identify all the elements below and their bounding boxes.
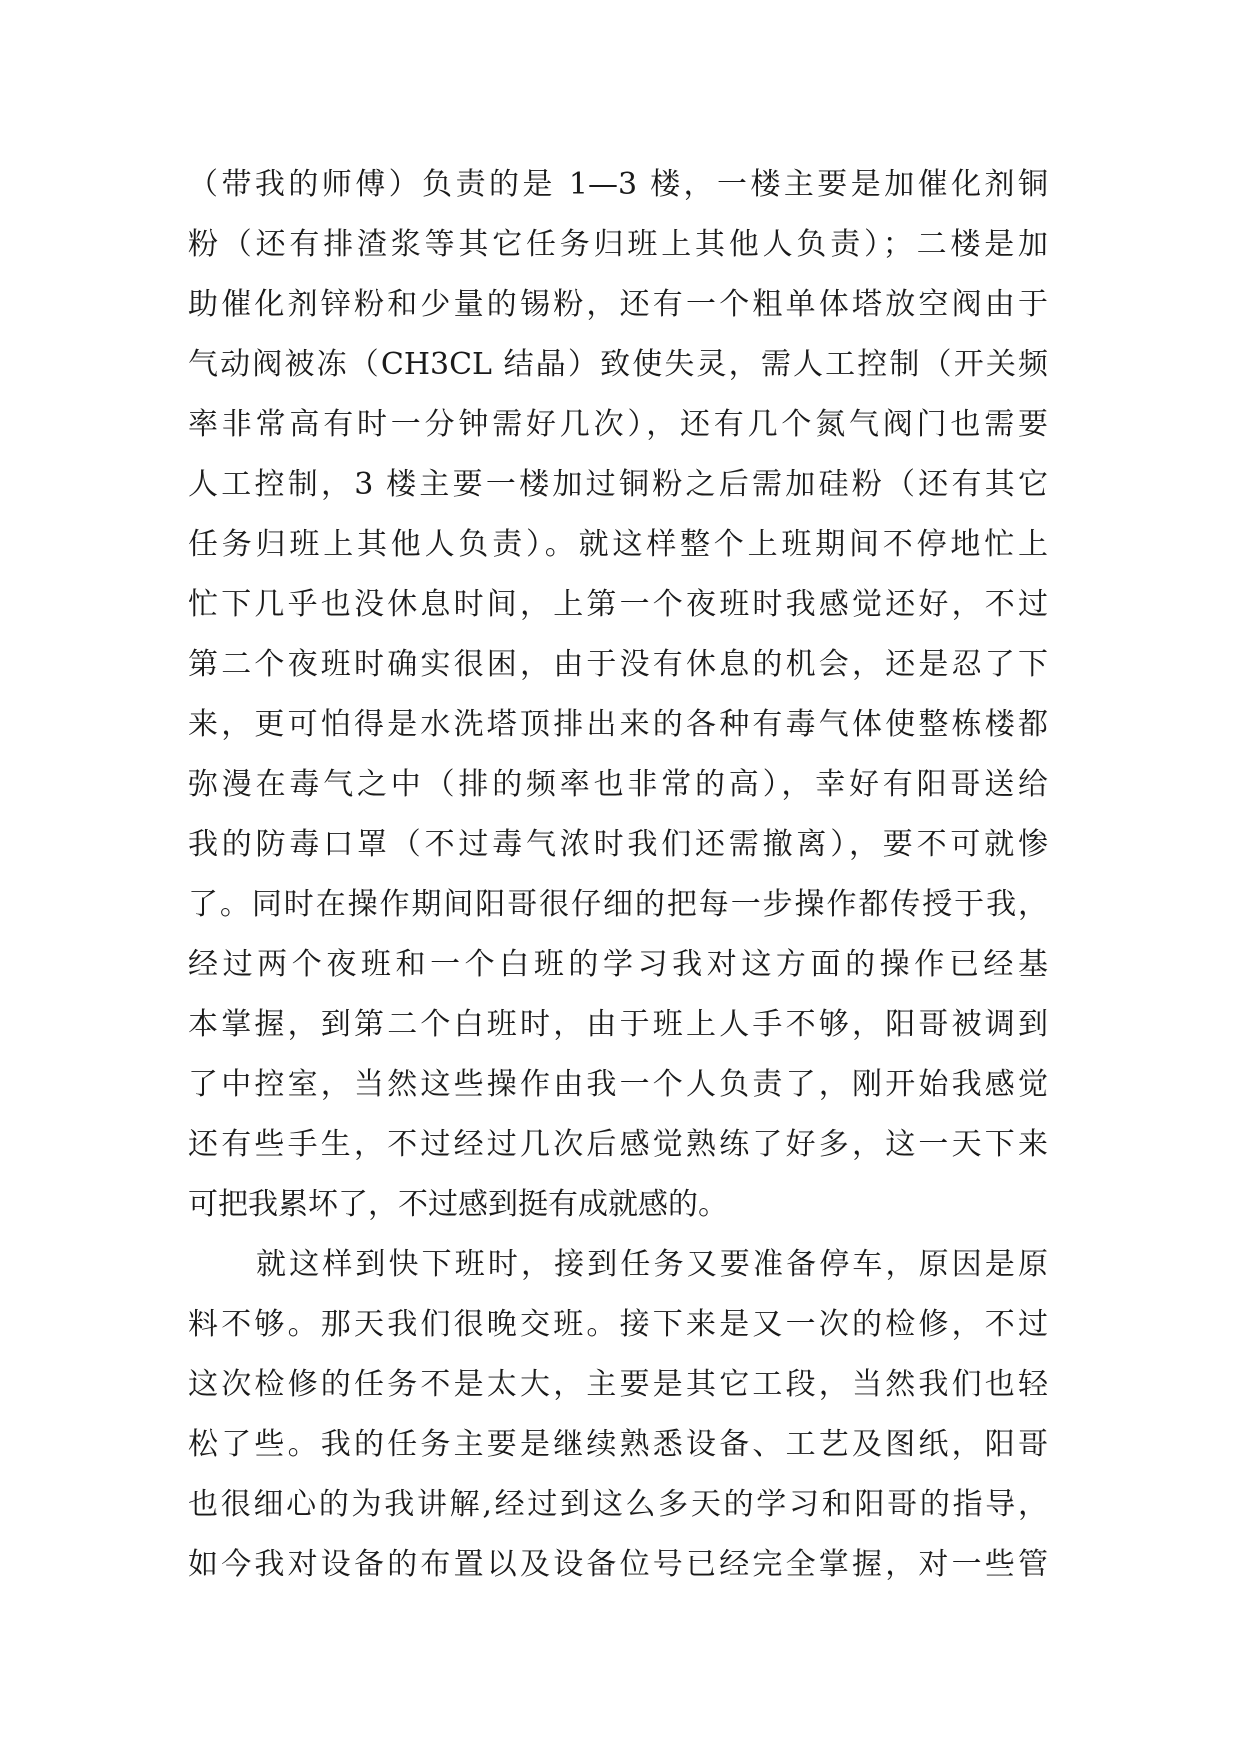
text-line: 这次检修的任务不是太大，主要是其它工段，当然我们也轻 (188, 1367, 1048, 1402)
body-text (188, 155, 1048, 1595)
text-line: 率非常高有时一分钟需好几次），还有几个氮气阀门也需要 (188, 407, 1048, 442)
text-line: 人工控制，3 楼主要一楼加过铜粉之后需加硅粉（还有其它 (188, 467, 1048, 502)
text-line: 可把我累坏了，不过感到挺有成就感的。 (188, 1187, 728, 1222)
text-line: 如今我对设备的布置以及设备位号已经完全掌握，对一些管 (188, 1547, 1048, 1582)
text-line: 了中控室，当然这些操作由我一个人负责了，刚开始我感觉 (188, 1067, 1048, 1102)
text-line: 经过两个夜班和一个白班的学习我对这方面的操作已经基 (188, 947, 1048, 982)
text-line: 忙下几乎也没休息时间，上第一个夜班时我感觉还好，不过 (188, 587, 1048, 622)
paragraph-1 (188, 155, 1048, 1235)
text-line: 料不够。那天我们很晚交班。接下来是又一次的检修，不过 (188, 1307, 1048, 1342)
text-line: 弥漫在毒气之中（排的频率也非常的高），幸好有阳哥送给 (188, 767, 1048, 802)
text-line: 本掌握，到第二个白班时，由于班上人手不够，阳哥被调到 (188, 1007, 1048, 1042)
text-line: 气动阀被冻（CH3CL 结晶）致使失灵，需人工控制（开关频 (188, 347, 1048, 382)
text-line: 了。同时在操作期间阳哥很仔细的把每一步操作都传授于我， (188, 887, 1048, 922)
text-line: 也很细心的为我讲解,经过到这么多天的学习和阳哥的指导， (188, 1487, 1048, 1522)
text-line: 就这样到快下班时，接到任务又要准备停车，原因是原 (256, 1247, 1048, 1282)
text-line: 第二个夜班时确实很困，由于没有休息的机会，还是忍了下 (188, 647, 1048, 682)
text-line: 来，更可怕得是水洗塔顶排出来的各种有毒气体使整栋楼都 (188, 707, 1048, 742)
text-line: 还有些手生，不过经过几次后感觉熟练了好多，这一天下来 (188, 1127, 1048, 1162)
text-line: 助催化剂锌粉和少量的锡粉，还有一个粗单体塔放空阀由于 (188, 287, 1048, 322)
text-line: 松了些。我的任务主要是继续熟悉设备、工艺及图纸，阳哥 (188, 1427, 1048, 1462)
text-line: （带我的师傅）负责的是 1—3 楼，一楼主要是加催化剂铜 (188, 167, 1048, 202)
paragraph-2 (188, 1235, 1048, 1595)
text-line: 粉（还有排渣浆等其它任务归班上其他人负责）；二楼是加 (188, 227, 1048, 262)
text-line: 我的防毒口罩（不过毒气浓时我们还需撤离），要不可就惨 (188, 827, 1048, 862)
text-line: 任务归班上其他人负责）。就这样整个上班期间不停地忙上 (188, 527, 1048, 562)
